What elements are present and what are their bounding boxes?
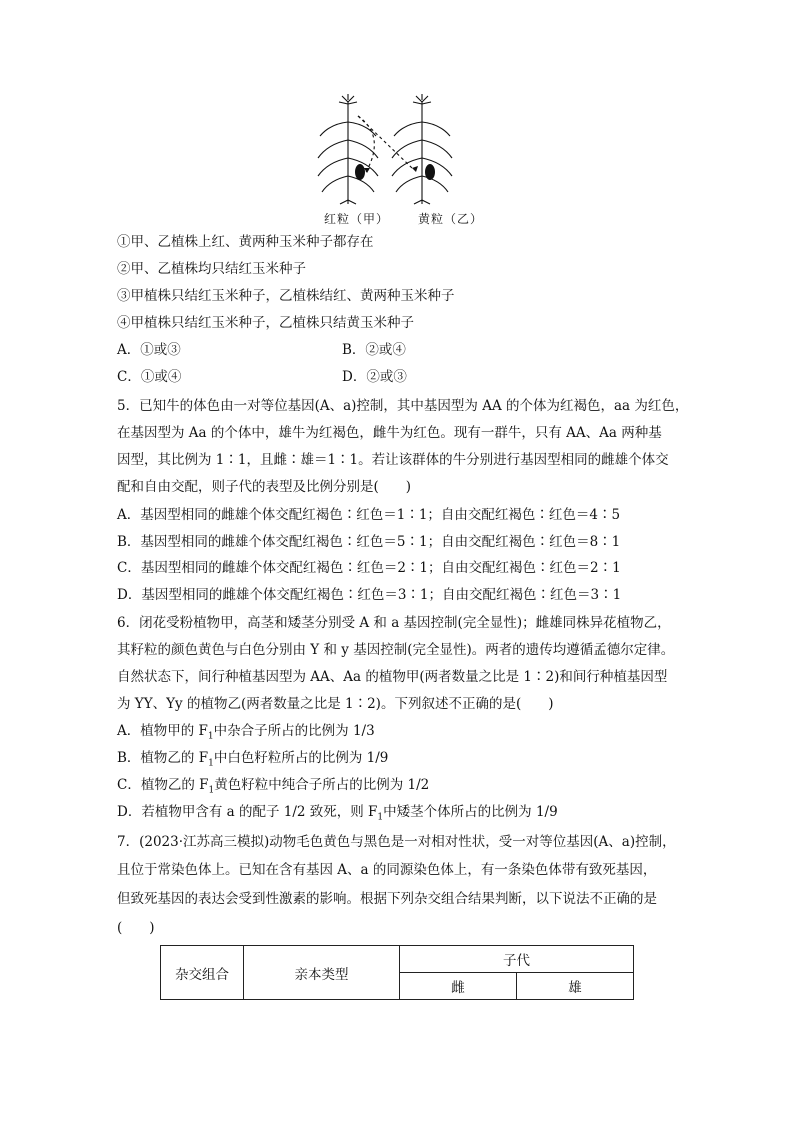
q6-stem-line-4: 为 YY、Yy 的植物乙(两者数量之比是 1∶2)。下列叙述不正确的是( ) <box>117 696 554 712</box>
q4-choice-c: C．①或④ <box>117 369 182 385</box>
table-header-female: 雌 <box>400 973 517 1000</box>
q4-statement-1: ①甲、乙植株上红、黄两种玉米种子都存在 <box>117 234 374 250</box>
q4-statement-4: ④甲植株只结红玉米种子，乙植株只结黄玉米种子 <box>117 315 414 331</box>
q6-stem-line-2: 其籽粒的颜色黄色与白色分别由 Y 和 y 基因控制(完全显性)。两者的遗传均遵循孟德尔定律。 <box>117 642 675 658</box>
caption-red-kernel: 红粒（甲） <box>324 212 390 226</box>
q7-stem-line-2: 且位于常染色体上。已知在含有基因 A、a 的同源染色体上，有一条染色体带有致死基因， <box>117 862 657 878</box>
q6-choice-d: D．若植物甲含有 a 的配子 1/2 致死，则 $F_1$中矮茎个体所占的比例为 1/9 <box>117 804 558 823</box>
q5-stem-line-1: 5．已知牛的体色由一对等位基因(A、a)控制，其中基因型为 AA 的个体为红褐色，aa 为红色， <box>117 398 689 414</box>
q4-choice-d: D．②或③ <box>342 369 407 385</box>
q5-choice-d: D．基因型相同的雌雄个体交配红褐色∶红色＝3∶1；自由交配红褐色∶红色＝3∶1 <box>117 587 622 603</box>
table-header-cross: 杂交组合 <box>161 946 244 1000</box>
q6-choice-a: A．植物甲的 $F_1$中杂合子所占的比例为 1/3 <box>117 723 375 742</box>
corn-plants-drawing <box>300 92 500 212</box>
q5-choice-c: C．基因型相同的雌雄个体交配红褐色∶红色＝2∶1；自由交配红褐色∶红色＝2∶1 <box>117 560 621 576</box>
q5-stem-line-3: 因型，其比例为 1∶1，且雌∶雄＝1∶1。若让该群体的牛分别进行基因型相同的雌雄个体交 <box>117 452 669 468</box>
q6-stem-line-3: 自然状态下，间行种植基因型为 AA、Aa 的植物甲(两者数量之比是 1∶2)和间行种植基因型 <box>117 669 668 685</box>
q7-stem-line-4: ( ) <box>117 920 155 936</box>
q5-stem-line-2: 在基因型为 Aa 的个体中，雄牛为红褐色，雌牛为红色。现有一群牛，只有 AA、Aa 两种基 <box>117 425 662 441</box>
corn-plants-figure <box>300 92 500 227</box>
q6-choice-c: C．植物乙的 $F_1$黄色籽粒中纯合子所占的比例为 1/2 <box>117 777 430 796</box>
q4-statement-3: ③甲植株只结红玉米种子，乙植株结红、黄两种玉米种子 <box>117 288 455 304</box>
table-header-male: 雄 <box>517 973 634 1000</box>
q5-choice-b: B．基因型相同的雌雄个体交配红褐色∶红色＝5∶1；自由交配红褐色∶红色＝8∶1 <box>117 534 621 550</box>
caption-yellow-kernel: 黄粒（乙） <box>418 212 484 226</box>
q4-choice-b: B．②或④ <box>342 342 406 358</box>
q5-stem-line-4: 配和自由交配，则子代的表型及比例分别是( ) <box>117 479 412 495</box>
q7-stem-line-1: 7．(2023·江苏高三模拟)动物毛色黄色与黑色是一对相对性状，受一对等位基因(A、a)控制， <box>117 834 676 850</box>
cross-results-table <box>160 945 634 1000</box>
q4-statement-2: ②甲、乙植株均只结红玉米种子 <box>117 261 306 277</box>
q6-stem-line-1: 6．闭花受粉植物甲，高茎和矮茎分别受 A 和 a 基因控制(完全显性)；雌雄同株异花植物乙， <box>117 615 671 631</box>
q7-stem-line-3: 但致死基因的表达会受到性激素的影响。根据下列杂交组合结果判断，以下说法不正确的是 <box>117 891 657 907</box>
q5-choice-a: A．基因型相同的雌雄个体交配红褐色∶红色＝1∶1；自由交配红褐色∶红色＝4∶5 <box>117 507 621 523</box>
q4-choice-a: A．①或③ <box>117 342 181 358</box>
q6-choice-b: B．植物乙的 $F_1$中白色籽粒所占的比例为 1/9 <box>117 750 389 769</box>
table-header-offspring: 子代 <box>400 946 634 973</box>
table-header-parents: 亲本类型 <box>244 946 400 1000</box>
